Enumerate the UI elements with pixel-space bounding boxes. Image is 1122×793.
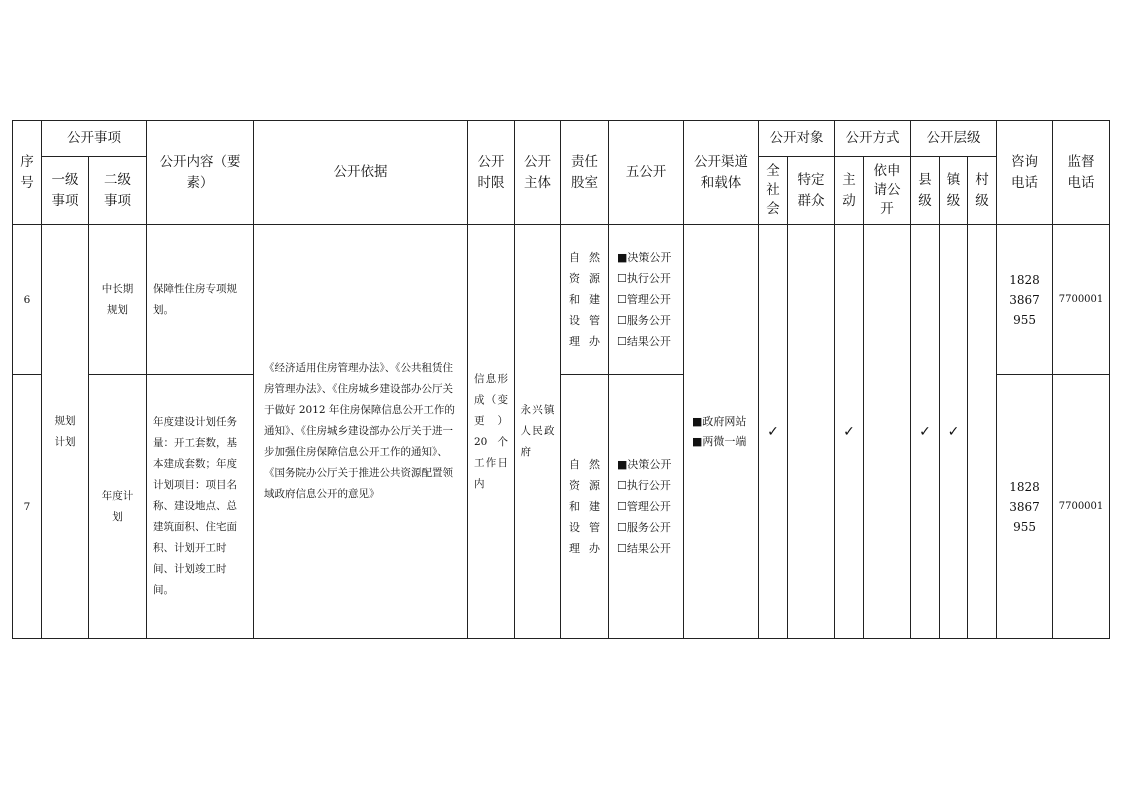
matter-header: 公开事项 xyxy=(42,121,147,157)
supervise-phone-header: 监督电话 xyxy=(1053,121,1110,225)
row-seq: 7 xyxy=(13,375,42,639)
subject-header: 公开主体 xyxy=(515,121,561,225)
dept-cell: 自然资源和建设管理办 xyxy=(561,375,609,639)
method-active-header: 主动 xyxy=(835,157,864,225)
five-open-item: ☐服务公开 xyxy=(617,521,671,534)
seq-header: 序号 xyxy=(13,121,42,225)
supervise-phone-cell: 7700001 xyxy=(1053,375,1110,639)
basis-header: 公开依据 xyxy=(254,121,468,225)
subject-cell: 永兴镇人民政府 xyxy=(515,225,561,639)
channel-item: ■政府网站 xyxy=(692,414,747,428)
consult-phone-header: 咨询电话 xyxy=(997,121,1053,225)
target-specific-cell xyxy=(788,225,835,639)
method-request-header: 依申请公开 xyxy=(864,157,911,225)
tier-county-check: ✓ xyxy=(911,225,940,639)
supervise-phone-cell: 7700001 xyxy=(1053,225,1110,375)
dept-cell: 自然资源和建设管理办 xyxy=(561,225,609,375)
content-cell: 年度建设计划任务量：开工套数，基本建成套数；年度计划项目：项目名称、建设地点、总建筑面积、住宅面积、计划开工时间、计划竣工时间。 xyxy=(147,375,254,639)
channel-item: ■两微一端 xyxy=(692,434,747,448)
content-cell: 保障性住房专项规划。 xyxy=(147,225,254,375)
target-all-check: ✓ xyxy=(759,225,788,639)
level1-header: 一级事项 xyxy=(42,157,89,225)
tier-town-header: 镇级 xyxy=(940,157,968,225)
five-open-item: ☐执行公开 xyxy=(617,479,671,492)
time-limit-header: 公开时限 xyxy=(468,121,515,225)
five-open-item: ☐管理公开 xyxy=(617,500,671,513)
five-open-item: ☐结果公开 xyxy=(617,542,671,555)
dept-header: 责任股室 xyxy=(561,121,609,225)
consult-phone-cell: 18283867955 xyxy=(997,375,1053,639)
level2-cell: 年度计划 xyxy=(89,375,147,639)
content-header: 公开内容（要素） xyxy=(147,121,254,225)
basis-cell: 《经济适用住房管理办法》、《公共租赁住房管理办法》、《住房城乡建设部办公厅关于做好 2012 年住房保障信息公开工作的通知》、《住房城乡建设部办公厅关于进一步加强住房保障信息公开工作的通知》、《国务院办公厅关于推进公共资源配置领域政府信息公开的意见》 xyxy=(254,225,468,639)
time-limit-cell: 信息形成（变更）20个工作日内 xyxy=(468,225,515,639)
table-row xyxy=(13,225,1110,375)
row-seq: 6 xyxy=(13,225,42,375)
target-all-header: 全社会 xyxy=(759,157,788,225)
tier-village-cell xyxy=(968,225,997,639)
five-open-list xyxy=(609,225,684,375)
five-open-item: ■决策公开 xyxy=(617,458,672,471)
header-row-1 xyxy=(13,121,1110,157)
five-open-header: 五公开 xyxy=(609,121,684,225)
five-open-item: ☐执行公开 xyxy=(617,272,671,285)
target-header: 公开对象 xyxy=(759,121,835,157)
tier-town-check: ✓ xyxy=(940,225,968,639)
method-active-check: ✓ xyxy=(835,225,864,639)
five-open-item: ■决策公开 xyxy=(617,251,672,264)
five-open-item: ☐服务公开 xyxy=(617,314,671,327)
channel-header: 公开渠道和载体 xyxy=(684,121,759,225)
five-open-item: ☐管理公开 xyxy=(617,293,671,306)
tier-county-header: 县级 xyxy=(911,157,940,225)
five-open-list xyxy=(609,375,684,639)
level2-cell: 中长期规划 xyxy=(89,225,147,375)
target-specific-header: 特定群众 xyxy=(788,157,835,225)
method-request-cell xyxy=(864,225,911,639)
level1-cell: 规划计划 xyxy=(42,225,89,639)
tier-village-header: 村级 xyxy=(968,157,997,225)
level2-header: 二级事项 xyxy=(89,157,147,225)
channel-cell xyxy=(684,225,759,639)
tier-header: 公开层级 xyxy=(911,121,997,157)
disclosure-table xyxy=(12,120,1110,639)
consult-phone-cell: 18283867955 xyxy=(997,225,1053,375)
five-open-item: ☐结果公开 xyxy=(617,335,671,348)
method-header: 公开方式 xyxy=(835,121,911,157)
